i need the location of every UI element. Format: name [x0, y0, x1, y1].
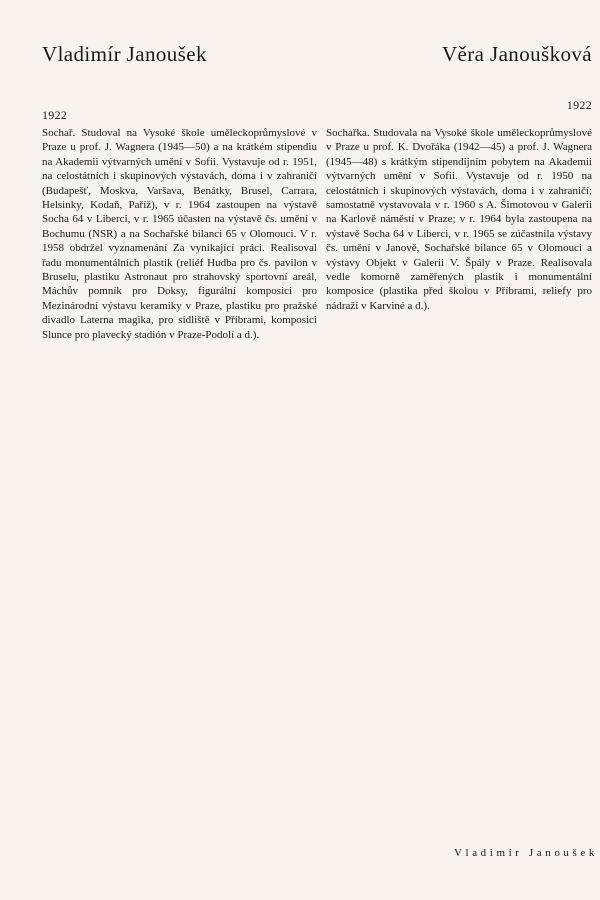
biography-right: Sochařka. Studovala na Vysoké škole uměleckoprůmyslové v Praze u prof. K. Dvořáka (1942—45) a prof. J. Wagnera (1945—48) s krátkým stipendijním pobytem na Akademii výtvarných umění v Sofii. Vystavuje od r. 1950 na celostátních i skupinových výstavách, doma i v zahraničí; samostatně vystavovala v r. 1960 s A. Šimotovou v Galerii na Karlově náměstí v Praze; v r. 1964 byla zastoupena na výstavě Socha 64 v Liberci, v r. 1965 se zúčastnila výstavy čs. umění v Janově, Sochařské bilance 65 v Olomouci a výstavy Objekt v Galerii V. Špály v Praze. Realisovala vedle komorně zaměřených plastik i monumentální komposice (plastika před školou v Příbrami, reliefy pro nádraží v Karviné a d.).	[326, 127, 592, 312]
birth-year-right: 1922	[566, 98, 592, 112]
birth-year-left: 1922	[42, 108, 68, 122]
artist-name-right: Věra Janoušková	[441, 42, 592, 66]
biography-left: Sochař. Studoval na Vysoké škole uměleckoprůmyslové v Praze u prof. J. Wagnera (1945—50) a na krátkém stipendiu na Akademii výtvarných umění v Sofii. Vystavuje od r. 1951, na celostátních i skupinových výstavách, doma i v zahraničí (Budapešť, Moskva, Varšava, Benátky, Brusel, Carrara, Helsinky, Kodaň, Paříž), v r. 1964 zastoupen na výstavě Socha 64 v Liberci, v r. 1965 účasten na výstavě čs. umění v Bochumu (NSR) a na Sochařské bilanci 65 v Olomouci. V r. 1958 obdržel vyznamenání Za vynikající práci. Realisoval řadu monumentálních plastik (reliéf Hudba pro čs. pavilon v Bruselu, plastiku Astronaut pro strahovský sportovní areál, Máchův pomník pro Doksy, figurální komposici pro Mezinárodní výstavu keramiky v Praze, plastiku pro pražské divadlo Laterna magika, pro sídliště v Příbrami, komposici Slunce pro plavecký stadión v Praze-Podolí a d.).	[42, 127, 317, 341]
artist-name-left: Vladimír Janoušek	[42, 42, 207, 66]
footer-signature: Vladimír Janoušek	[454, 847, 598, 859]
